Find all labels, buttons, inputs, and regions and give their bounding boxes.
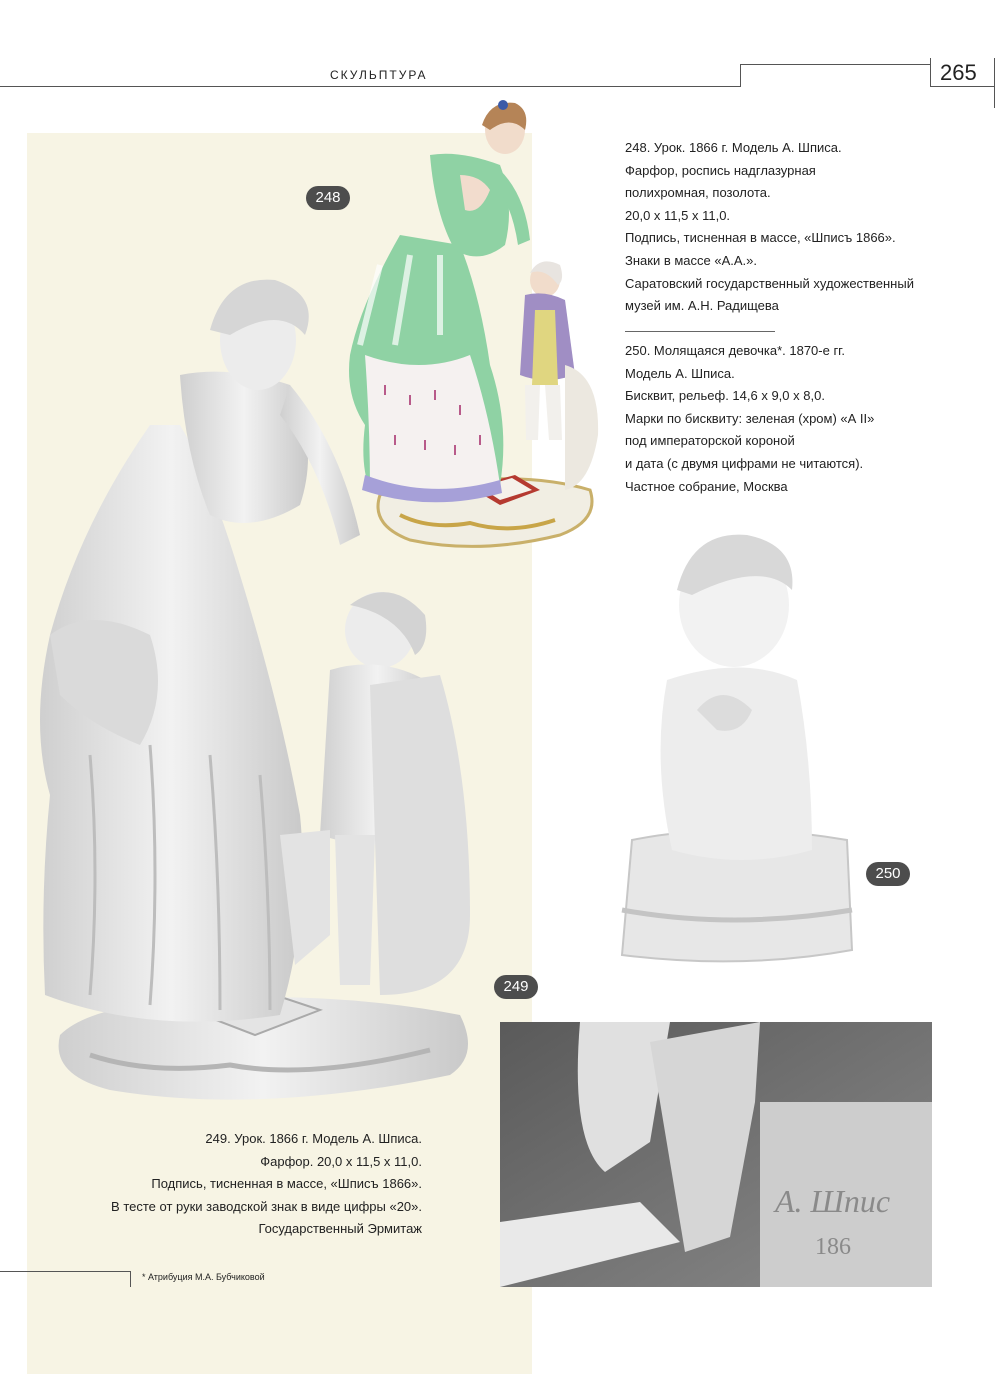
- caption-248-line: Подпись, тисненная в массе, «Шписъ 1866».: [625, 230, 896, 246]
- photo-250-figurine: [612, 530, 867, 970]
- caption-250-line: Модель А. Шписа.: [625, 365, 735, 381]
- caption-249-line: В тесте от руки заводской знак в виде цифры «20».: [111, 1198, 422, 1214]
- caption-divider: [625, 331, 775, 332]
- caption-248: [625, 137, 914, 318]
- badge-248: 248: [306, 186, 350, 210]
- caption-248-line: музей им. А.Н. Радищева: [625, 298, 779, 314]
- caption-248-line: 248. Урок. 1866 г. Модель А. Шписа.: [625, 140, 842, 155]
- caption-249-line: Подпись, тисненная в массе, «Шписъ 1866».: [151, 1176, 422, 1192]
- caption-249-line: Государственный Эрмитаж: [258, 1221, 422, 1237]
- photo-249-figurine: [30, 275, 500, 1105]
- caption-250-line: 250. Молящаяся девочка*. 1870-е гг.: [625, 343, 845, 358]
- photo-detail-signature: [500, 1022, 932, 1287]
- badge-250: 250: [866, 862, 910, 886]
- signature-year: 186: [815, 1234, 851, 1260]
- caption-248-line: Саратовский государственный художественный: [625, 275, 914, 291]
- footnote-rule-vertical: [130, 1271, 131, 1287]
- caption-248-line: 20,0 х 11,5 х 11,0.: [625, 207, 731, 223]
- header-rule-vertical: [740, 64, 741, 87]
- caption-250-line: Бисквит, рельеф. 14,6 х 9,0 х 8,0.: [625, 388, 825, 404]
- header-rule: [0, 86, 740, 87]
- caption-248-line: Знаки в массе «А.А.».: [625, 252, 757, 268]
- caption-248-line: Фарфор, роспись надглазурная: [625, 162, 816, 178]
- badge-249: 249: [494, 975, 538, 999]
- caption-248-line: полихромная, позолота.: [625, 185, 771, 201]
- caption-250-line: Марки по бисквиту: зеленая (хром) «А II»: [625, 410, 875, 426]
- page-number: 265: [940, 60, 977, 85]
- caption-249-line: Фарфор. 20,0 х 11,5 х 11,0.: [260, 1153, 422, 1169]
- caption-249-line: 249. Урок. 1866 г. Модель А. Шписа.: [205, 1131, 422, 1146]
- header-rule-right: [930, 86, 994, 87]
- caption-250: [625, 340, 874, 498]
- page-number-box-right: [994, 58, 995, 108]
- signature-inscription: А. Шпис: [775, 1183, 891, 1219]
- header-rule-top: [740, 64, 930, 65]
- page-number-box-left: [930, 58, 931, 86]
- section-title: СКУЛЬПТУРА: [330, 68, 428, 82]
- footnote: * Атрибуция М.А. Бубчиковой: [142, 1272, 265, 1282]
- caption-250-line: Частное собрание, Москва: [625, 478, 788, 494]
- caption-250-line: и дата (с двумя цифрами не читаются).: [625, 455, 864, 471]
- caption-250-line: под императорской короной: [625, 433, 795, 449]
- caption-249: [100, 1128, 422, 1241]
- footnote-rule: [0, 1271, 130, 1272]
